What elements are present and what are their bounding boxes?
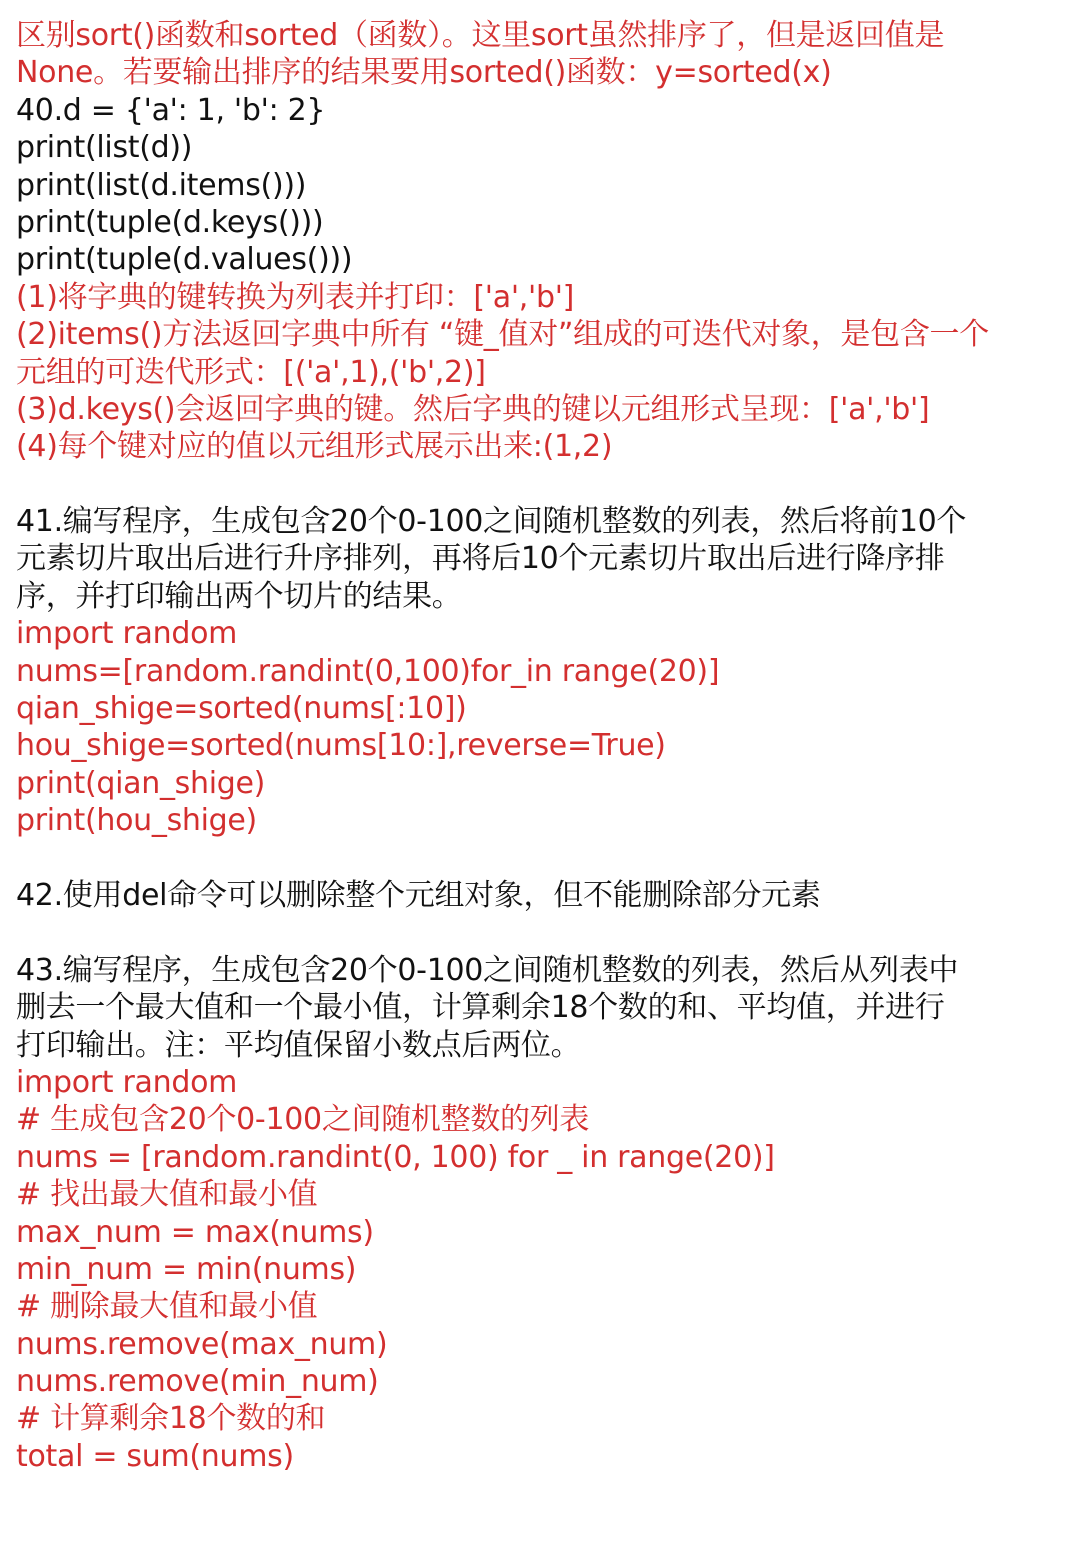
- answer-line: min_num = min(nums): [16, 1251, 357, 1287]
- answer-line: (2)items()方法返回字典中所有 “键_值对”组成的可迭代对象，是包含一个: [16, 317, 989, 353]
- answer-line: qian_shige=sorted(nums[:10]): [16, 691, 467, 727]
- answer-line: 区别sort()函数和sorted（函数）。这里sort虽然排序了，但是返回值是: [16, 18, 945, 53]
- answer-line: # 找出最大值和最小值: [16, 1177, 318, 1213]
- answer-line: total = sum(nums): [16, 1438, 294, 1474]
- answer-line: (1)将字典的键转换为列表并打印：['a','b']: [16, 279, 575, 315]
- answer-line: # 计算剩余18个数的和: [16, 1401, 326, 1437]
- answer-line: nums.remove(max_num): [16, 1326, 388, 1362]
- blank-line: [16, 840, 1066, 877]
- answer-line: None。若要输出排序的结果要用sorted()函数：y=sorted(x): [16, 55, 832, 91]
- answer-line: nums.remove(min_num): [16, 1364, 379, 1400]
- question-line: 序，并打印输出两个切片的结果。: [16, 578, 462, 614]
- answer-line: print(qian_shige): [16, 765, 266, 801]
- question-line: 删去一个最大值和一个最小值，计算剩余18个数的和、平均值，并进行: [16, 990, 945, 1026]
- answer-line: max_num = max(nums): [16, 1214, 374, 1250]
- question-line: print(tuple(d.values())): [16, 242, 353, 278]
- question-line: 打印输出。注：平均值保留小数点后两位。: [16, 1027, 581, 1063]
- question-line: print(list(d)): [16, 130, 193, 166]
- answer-line: (4)每个键对应的值以元组形式展示出来:(1,2): [16, 429, 613, 465]
- answer-line: import random: [16, 616, 238, 652]
- question-line: 43.编写程序，生成包含20个0-100之间随机整数的列表，然后从列表中: [16, 952, 959, 988]
- answer-line: # 生成包含20个0-100之间随机整数的列表: [16, 1102, 590, 1138]
- answer-line: hou_shige=sorted(nums[10:],reverse=True): [16, 728, 666, 764]
- answer-line: # 删除最大值和最小值: [16, 1289, 318, 1325]
- answer-line: 元组的可迭代形式：[('a',1),('b',2)]: [16, 354, 486, 390]
- document-body: [16, 17, 1066, 1475]
- blank-line: [16, 914, 1066, 951]
- answer-line: nums = [random.randint(0, 100) for _ in range(20)]: [16, 1139, 775, 1175]
- question-line: 元素切片取出后进行升序排列，再将后10个元素切片取出后进行降序排: [16, 541, 945, 577]
- question-line: 42.使用del命令可以删除整个元组对象，但不能删除部分元素: [16, 877, 821, 913]
- answer-line: (3)d.keys()会返回字典的键。然后字典的键以元组形式呈现：['a','b']: [16, 391, 930, 427]
- blank-line: [16, 466, 1066, 503]
- question-line: 40.d = {'a': 1, 'b': 2}: [16, 92, 326, 128]
- answer-line: print(hou_shige): [16, 803, 257, 839]
- question-line: print(list(d.items())): [16, 167, 307, 203]
- answer-line: import random: [16, 1064, 238, 1100]
- question-line: 41.编写程序，生成包含20个0-100之间随机整数的列表，然后将前10个: [16, 504, 967, 540]
- answer-line: nums=[random.randint(0,100)for_in range(20)]: [16, 653, 720, 689]
- question-line: print(tuple(d.keys())): [16, 204, 324, 240]
